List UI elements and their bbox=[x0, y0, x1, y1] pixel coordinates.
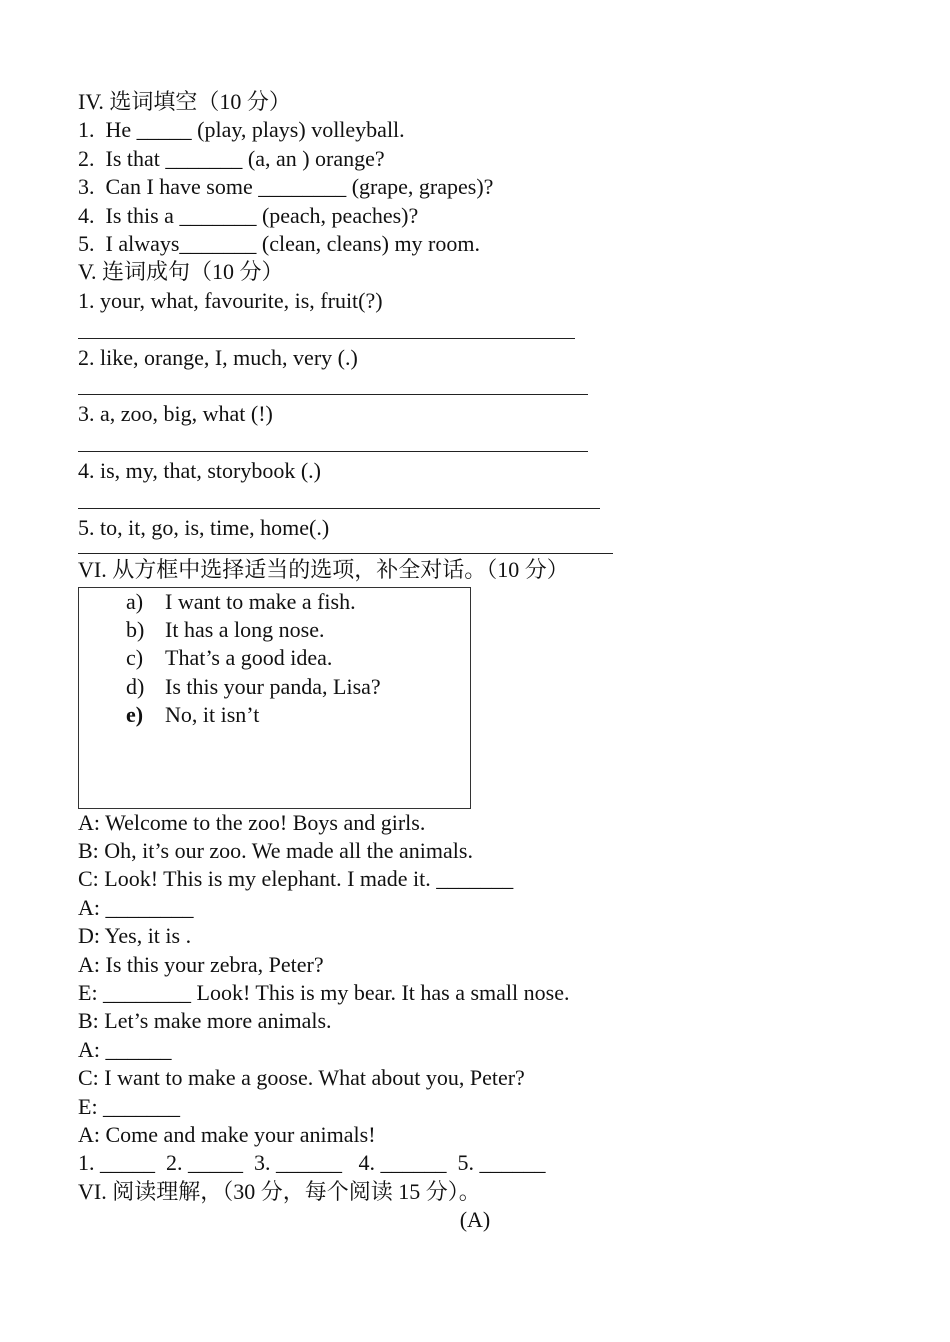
dialogue-line-10: C: I want to make a goose. What about you, Peter? bbox=[78, 1065, 525, 1091]
dialogue-line-2: B: Oh, it’s our zoo. We made all the animals. bbox=[78, 838, 473, 864]
sentence-item-5: 5. to, it, go, is, time, home(.) bbox=[78, 514, 330, 540]
dialogue-line-3: C: Look! This is my elephant. I made it. _______ bbox=[78, 866, 514, 892]
fill-blank-item-4: 4. Is this a _______ (peach, peaches)? bbox=[78, 202, 419, 228]
dialogue-line-7: E: ________ Look! This is my bear. It has a small nose. bbox=[78, 979, 570, 1005]
dialogue-line-6: A: Is this your zebra, Peter? bbox=[78, 951, 324, 977]
option-text: No, it isn’t bbox=[165, 702, 260, 728]
sentence-item-3: 3. a, zoo, big, what (!) bbox=[78, 401, 273, 427]
option-text: It has a long nose. bbox=[165, 617, 325, 643]
option-letter: b) bbox=[126, 617, 145, 643]
option-c bbox=[126, 644, 381, 672]
dialogue-line-9: A: ______ bbox=[78, 1036, 172, 1062]
fill-blank-item-2: 2. Is that _______ (a, an ) orange? bbox=[78, 145, 385, 171]
dialogue-line-11: E: _______ bbox=[78, 1093, 181, 1119]
dialogue-line-12: A: Come and make your animals! bbox=[78, 1121, 376, 1147]
section-6-title: VI. 从方框中选择适当的选项，补全对话。（10 分） bbox=[78, 557, 569, 583]
option-e bbox=[126, 701, 381, 729]
section-5-title: V. 连词成句（10 分） bbox=[78, 259, 284, 285]
answer-line-5 bbox=[78, 542, 898, 556]
option-b bbox=[126, 616, 381, 644]
option-text: I want to make a fish. bbox=[165, 588, 356, 614]
answer-line-4 bbox=[78, 485, 898, 513]
answer-line-2 bbox=[78, 372, 898, 400]
dialogue-line-4: A: ________ bbox=[78, 894, 194, 920]
option-a bbox=[126, 588, 381, 616]
fill-blank-item-5: 5. I always_______ (clean, cleans) my room. bbox=[78, 230, 480, 256]
sentence-item-4: 4. is, my, that, storybook (.) bbox=[78, 458, 321, 484]
sentence-item-2: 2. like, orange, I, much, very (.) bbox=[78, 344, 358, 370]
reading-a-label: (A) bbox=[459, 1207, 491, 1233]
answer-blanks: 1. _____ 2. _____ 3. ______ 4. ______ 5. ______ bbox=[78, 1150, 546, 1176]
answer-line-3 bbox=[78, 429, 898, 457]
option-letter: e) bbox=[126, 702, 144, 728]
answer-line-1 bbox=[78, 315, 898, 343]
dialogue-line-8: B: Let’s make more animals. bbox=[78, 1008, 332, 1034]
fill-blank-item-1: 1. He _____ (play, plays) volleyball. bbox=[78, 117, 405, 143]
option-letter: d) bbox=[126, 673, 145, 699]
dialogue-line-5: D: Yes, it is . bbox=[78, 923, 192, 949]
dialogue-line-1: A: Welcome to the zoo! Boys and girls. bbox=[78, 809, 426, 835]
section-7-title: VI. 阅读理解，（30 分，每个阅读 15 分）。 bbox=[78, 1178, 481, 1204]
options-list bbox=[126, 588, 381, 730]
section-4-title: IV. 选词填空（10 分） bbox=[78, 89, 291, 114]
worksheet bbox=[78, 88, 898, 1235]
option-text: Is this your panda, Lisa? bbox=[165, 673, 381, 699]
options-box bbox=[78, 587, 471, 809]
option-letter: a) bbox=[126, 588, 144, 614]
option-letter: c) bbox=[126, 645, 144, 671]
sentence-item-1: 1. your, what, favourite, is, fruit(?) bbox=[78, 287, 383, 313]
fill-blank-item-3: 3. Can I have some ________ (grape, grapes)? bbox=[78, 174, 494, 200]
option-d bbox=[126, 673, 381, 701]
option-text: That’s a good idea. bbox=[165, 645, 333, 671]
